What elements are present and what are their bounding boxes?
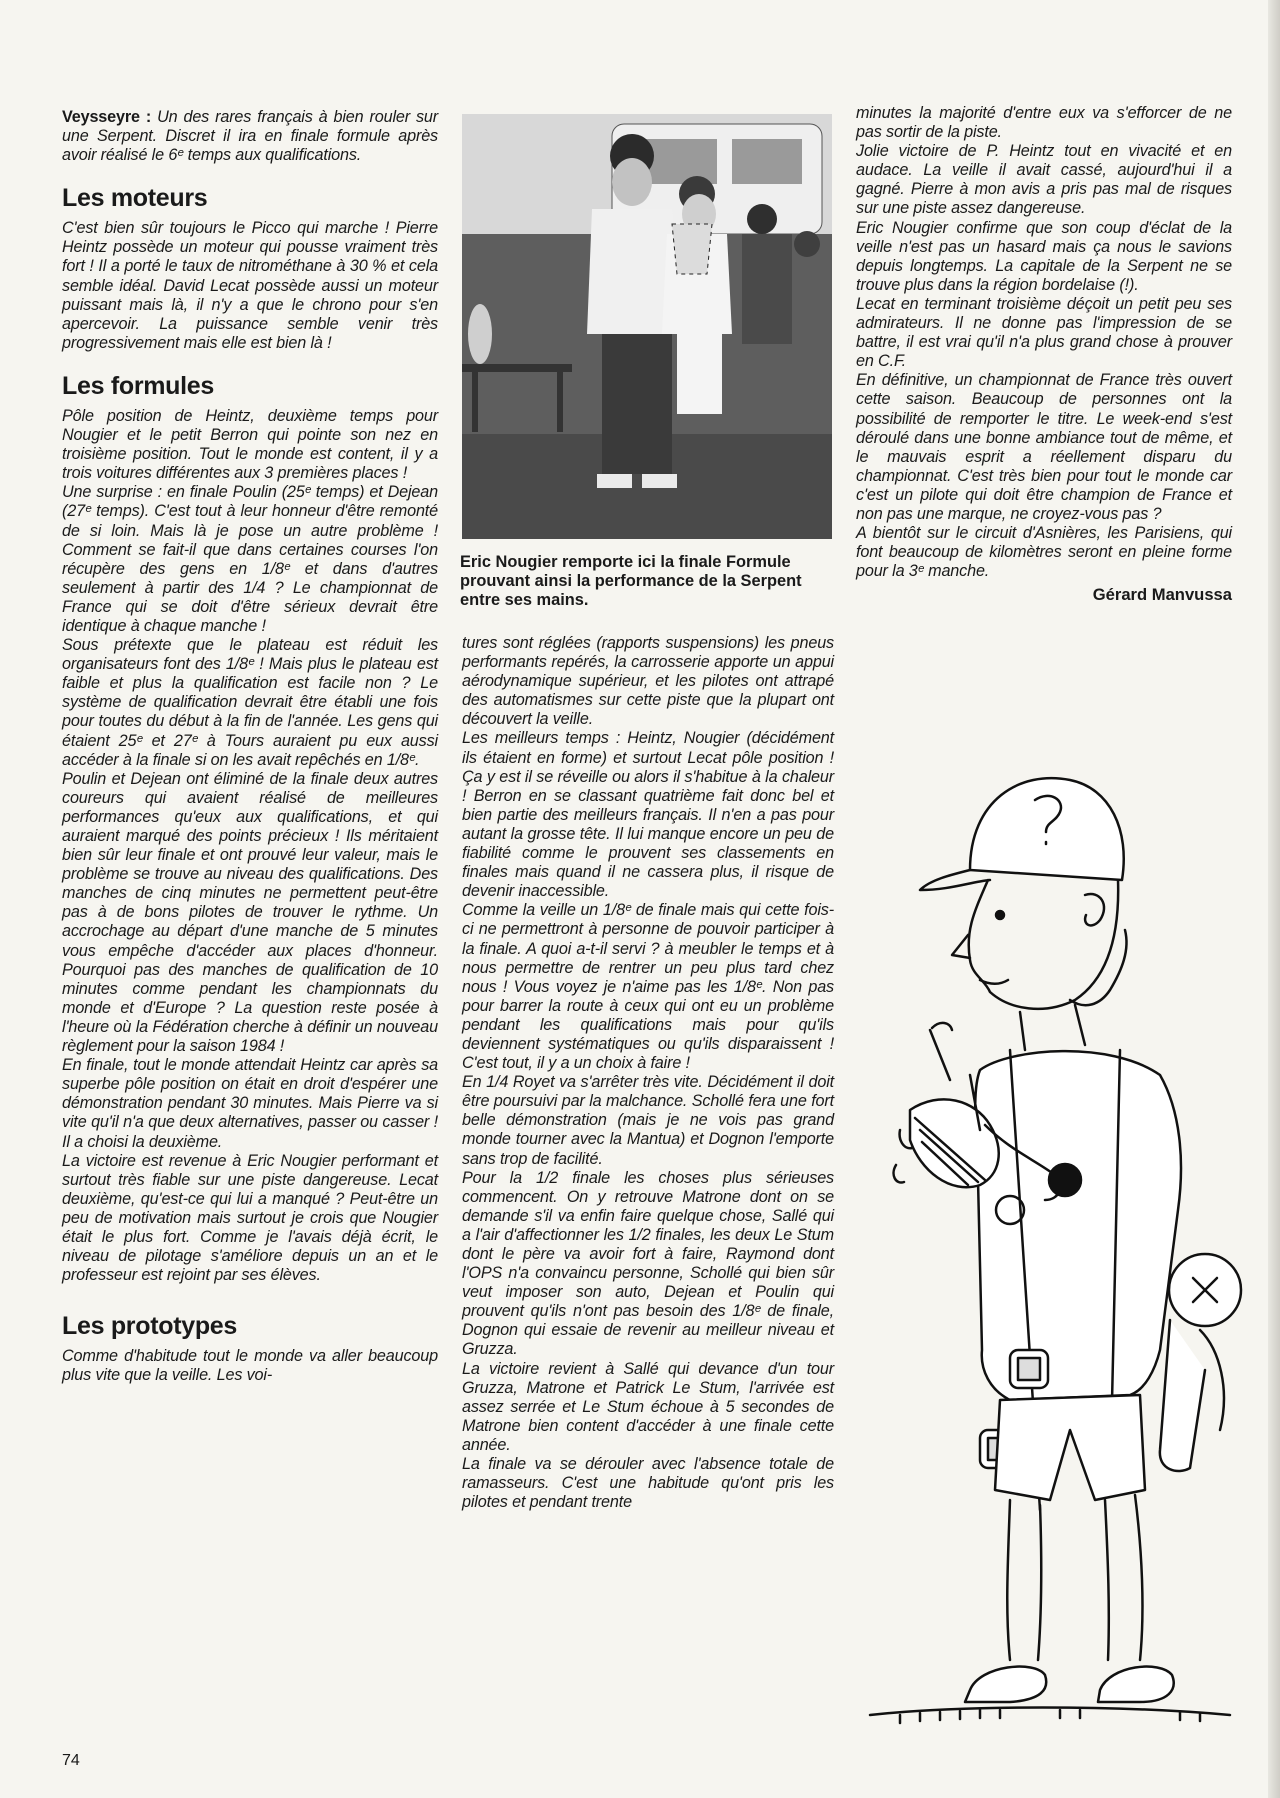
photo-caption: Eric Nougier remporte ici la finale Formule prouvant ainsi la performance de la Serpent entre ses mains. (460, 553, 802, 609)
paragraph-formules-2: Une surprise : en finale Poulin (25ᵉ temps) et Dejean (27ᵉ temps). C'est tout à leur honneur d'être remonté de si loin. Mais là je pose un autre problème ! Comment se fait-il que dans certaines courses l'on récupère des gens en 1/8ᵉ et dans d'autres seulement à partir des 1/4 ? Le championnat de France qui se doit d'être sérieux devrait être identique à chaque manche ! (62, 483, 438, 635)
paragraph-right-2: Jolie victoire de P. Heintz tout en vivacité et en audace. La veille il avait cassé, aujourd'hui il a gagné. Pierre à mon avis a pris pas mal de risques sur une piste assez dangereuse. (856, 142, 1232, 218)
page-number: 74 (62, 1752, 80, 1769)
column-left (62, 108, 438, 1385)
paragraph-formules-3: Sous prétexte que le plateau est réduit les organisateurs font des 1/8ᵉ ! Mais plus le plateau est faible et plus la qualification est facile non ? Le système de qualification devrait être établi une fois pour toutes du début à la fin de l'année. Les gens qui étaient 25ᵉ et 27ᵉ à Tours auraient pu eux aussi accéder à la finale si on les avait repêchés en 1/8ᵉ. (62, 636, 438, 769)
paragraph-middle-7: La finale va se dérouler avec l'absence totale de ramasseurs. C'est une habitude qu'ont pris les pilotes et pendant trente (462, 1455, 834, 1512)
paragraph-right-1: minutes la majorité d'entre eux va s'efforcer de ne pas sortir de la piste. (856, 104, 1232, 142)
photo-illustration (462, 114, 832, 539)
paragraph-formules-6: La victoire est revenue à Eric Nougier performant et surtout très fiable sur une piste dangereuse. Lecat deuxième, qu'est-ce qui lui a manqué ? Peut-être un peu de motivation mais surtout je crois que Nougier était le plus fort. Comme je l'avais déjà écrit, le niveau de pilotage s'améliore depuis un an et le professeur est rejoint par ses élèves. (62, 1151, 438, 1285)
paragraph-right-4: Lecat en terminant troisième déçoit un petit peu ses admirateurs. Il ne donne pas l'impression de se battre, il est vrai qu'il n'a plus grand chose à prouver en C.F. (856, 294, 1232, 371)
paragraph-middle-5: Pour la 1/2 finale les choses plus sérieuses commencent. On y retrouve Matrone dont on se demande s'il va enfin faire quelque chose, Sallé qui a l'air d'affectionner les 1/2 finales, les deux Le Stum dont le père va avoir fort à faire, Raymond dont l'OPS n'a convaincu personne, Schollé qui bien sûr veut imposer son auto, Dejean et Poulin qui prouvent qu'ils n'ont pas besoin des 1/8ᵉ de finale, Dognon qui essaie de revenir au meilleur niveau et Gruzza. (462, 1168, 834, 1359)
paragraph-middle-1: tures sont réglées (rapports suspensions) les pneus performants repérés, la carrosserie apporte un appui aérodynamique supérieur, et les pilotes ont attrapé des automatismes sur cette piste que la plupart ont découvert la veille. (462, 634, 834, 729)
heading-formules: Les formules (62, 371, 215, 400)
paragraph-middle-2: Les meilleurs temps : Heintz, Nougier (décidément ils étaient en forme) et surtout Lecat pôle position ! Ça y est il se réveille ou alors il s'habitue à la chaleur ! Berron en se classant quatrième fait donc bel et bien partie des meilleurs français. Il n'en a pas pour autant la grosse tête. Il lui manque encore un peu de fiabilité comme le prouvent ses classements en finales mais quand il ne cassera plus, il risque de devenir inaccessible. (462, 729, 834, 901)
paragraph-right-5: En définitive, un championnat de France très ouvert cette saison. Beaucoup de personnes ont la possibilité de remporter le titre. Le week-end s'est déroulé dans une bonne ambiance tout de même, et le mauvais esprit a réellement disparu du championnat. C'est très bien pour tout le monde car c'est un pilote qui doit être champion de France et non pas une marque, ne croyez-vous pas ? (856, 371, 1232, 523)
race-photo (462, 114, 832, 539)
heading-moteurs: Les moteurs (62, 184, 208, 213)
paragraph-prototypes-1: Comme d'habitude tout le monde va aller beaucoup plus vite que la veille. Les voi- (62, 1347, 438, 1385)
paragraph-formules-1: Pôle position de Heintz, deuxième temps pour Nougier et le petit Berron qui pointe son nez en troisième position. Tout le monde est content, il y a trois voitures différentes aux 3 premières places ! (62, 406, 438, 483)
paragraph-middle-3: Comme la veille un 1/8ᵉ de finale mais qui cette fois-ci ne permettront à personne de pouvoir participer à la finale. A quoi a-t-il servi ? à meubler le temps et à nous permettre de rentrer un peu plus tard chez nous ! Vous voyez je n'aime pas les 1/8ᵉ. Non pas pour barrer la route à ceux qui ont eu un problème pendant les qualifications mais pour qu'ils deviennent systématiques ou qu'ils disparaissent ! C'est tout, il y a un choix à faire ! (462, 901, 834, 1073)
paragraph-middle-6: La victoire revient à Sallé qui devance d'un tour Gruzza, Matrone et Patrick Le Stum, l'arrivée est assez serrée et Le Stum échoue à 5 secondes de Matrone bien content d'accéder à une finale cette année. (462, 1359, 834, 1454)
paragraph-formules-5: En finale, tout le monde attendait Heintz car après sa superbe pôle position on était en droit d'espérer une démonstration pendant 30 minutes. Mais Pierre va si vite qu'il n'a que deux alternatives, passer ou casser ! Il a choisi la deuxième. (62, 1056, 438, 1151)
paragraph-right-6: A bientôt sur le circuit d'Asnières, les Parisiens, qui font beaucoup de kilomètres seront en pleine forme pour la 3ᵉ manche. (856, 524, 1232, 581)
heading-prototypes: Les prototypes (62, 1312, 237, 1341)
paragraph-right-3: Eric Nougier confirme que son coup d'éclat de la veille n'est pas un hasard mais ça nous le savions depuis longtemps. La capitale de la Serpent ne se trouve plus dans la région bordelaise (!). (856, 218, 1232, 294)
paragraph-formules-4: Poulin et Dejean ont éliminé de la finale deux autres coureurs qui avaient réalisé de meilleures performances qu'eux aux qualifications, et qui auraient marqué des points précieux ! Ils méritaient bien sûr leur finale et ont prouvé leur valeur, mais le problème se trouve au niveau des qualifications. Des manches de cinq minutes ne permettent peut-être pas à de bons pilotes de trouver le rythme. Un accrochage au départ d'une manche de 5 minutes vous empêche d'accéder aux places d'honneur. Pourquoi pas des manches de qualification de 10 minutes comme pendant les championnats du monde et d'Europe ? La question reste posée à l'heure où la Fédération cherche à définir un nouveau règlement pour la saison 1984 ! (62, 769, 438, 1056)
page-binding-edge (1268, 0, 1280, 1798)
paragraph-veysseyre: Veysseyre : Un des rares français à bien rouler sur une Serpent. Discret il ira en finale formule après avoir réalisé le 6ᵉ temps aux qualifications. (62, 108, 439, 165)
paragraph-moteurs: C'est bien sûr toujours le Picco qui marche ! Pierre Heintz possède un moteur qui pousse vraiment très fort ! Il a porté le taux de nitrométhane à 30 % et cela semble idéal. David Lecat possède aussi un moteur puissant mais là, il n'y a que le chrono pour s'en apercevoir. La puissance semble venir très progressivement mais elle est bien là ! (62, 219, 438, 352)
intro-name: Veysseyre : (62, 108, 152, 126)
column-middle (462, 634, 834, 1512)
author-signature: Gérard Manvussa (1092, 585, 1232, 605)
paragraph-middle-4: En 1/4 Royet va s'arrêter très vite. Décidément il doit être poursuivi par la malchance. Schollé fera une fort belle démonstration (mais je ne vois pas grand monde tourner avec la Mantua) et Dognon l'emporte sans trop de facilité. (462, 1073, 834, 1168)
column-right (856, 104, 1232, 605)
cartoon-illustration (860, 730, 1250, 1790)
